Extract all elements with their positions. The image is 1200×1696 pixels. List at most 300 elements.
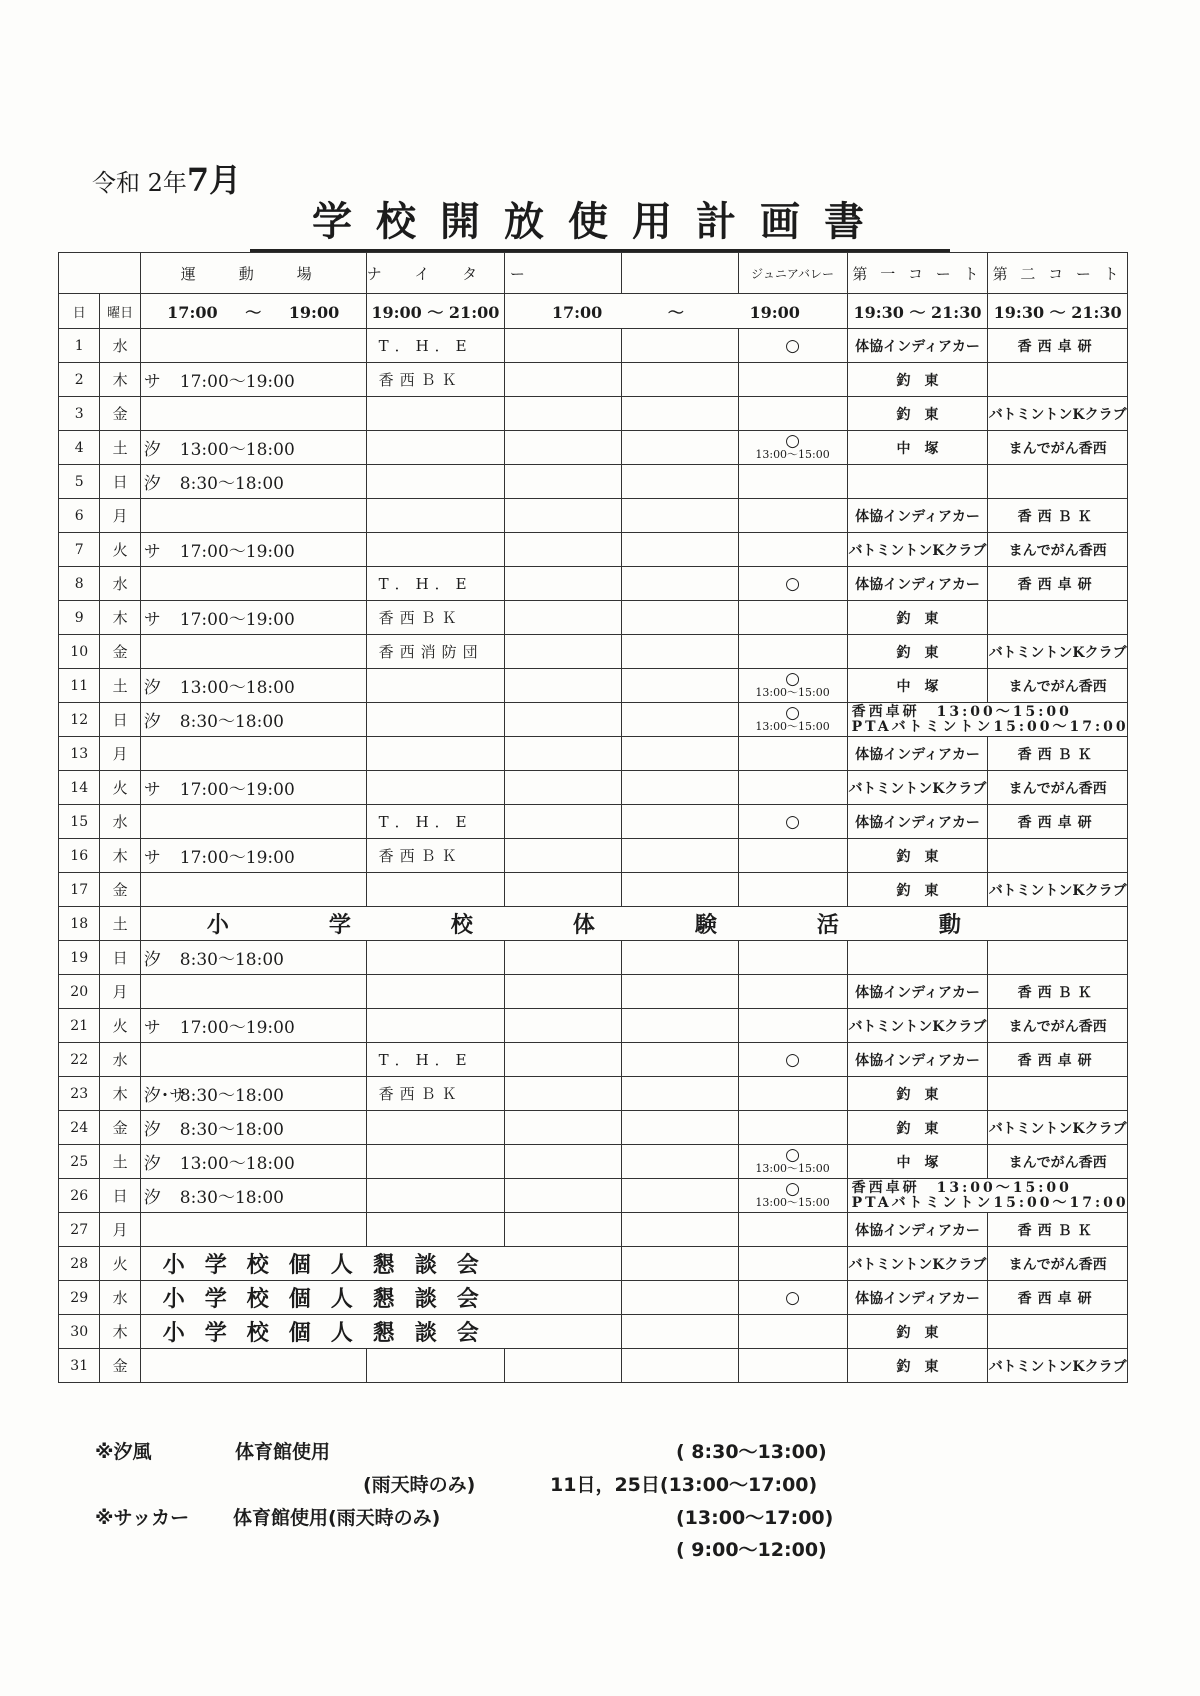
schedule-row — [59, 397, 1128, 431]
nighter-cell — [366, 1111, 505, 1145]
ground-club: 汐 — [143, 712, 161, 732]
ground-club: サ — [143, 848, 161, 868]
spare-cell-b — [621, 1145, 738, 1179]
court1-cell: 中 塚 — [847, 1145, 988, 1179]
junior-mark: ○ — [785, 668, 800, 689]
schedule-row — [59, 499, 1128, 533]
court1-cell: 体協インディアカー — [847, 737, 988, 771]
schedule-row — [59, 975, 1128, 1009]
schedule-row — [59, 363, 1128, 397]
spare-cell-b — [621, 1179, 738, 1213]
weekday-cell: 月 — [100, 499, 140, 533]
junior-mark: ○ — [785, 1178, 800, 1199]
spare-cell-b — [621, 975, 738, 1009]
weekday-cell: 日 — [100, 1179, 140, 1213]
note-rain-only: (雨天時のみ) — [363, 1474, 476, 1496]
junior-volley-cell — [738, 839, 847, 873]
court2-cell: 香西ＢＫ — [988, 1213, 1128, 1247]
spare-cell-a — [505, 1179, 622, 1213]
schedule-row — [59, 1111, 1128, 1145]
ground-cell — [140, 1077, 366, 1111]
nighter-cell — [366, 1145, 505, 1179]
event-banner: 小学校体験活動 — [140, 907, 1127, 941]
court2-cell: 香西ＢＫ — [988, 499, 1128, 533]
spare-cell-a — [505, 431, 622, 465]
header-court2: 第 二 コ ー ト — [988, 253, 1128, 294]
schedule-row — [59, 873, 1128, 907]
day-cell: 23 — [59, 1077, 100, 1111]
day-cell: 24 — [59, 1111, 100, 1145]
schedule-row — [59, 1145, 1128, 1179]
court2-cell: まんでがん香西 — [988, 533, 1128, 567]
junior-mark: ○ — [785, 1287, 800, 1308]
schedule-row — [59, 329, 1128, 363]
nighter-cell — [366, 873, 505, 907]
spare-cell-b — [621, 1009, 738, 1043]
nighter-cell: 香西ＢＫ — [366, 1077, 505, 1111]
ground-club: 汐 — [143, 678, 161, 698]
header-junior-time — [505, 294, 847, 329]
court1-cell: 釣 東 — [847, 397, 988, 431]
ground-cell — [140, 1111, 366, 1145]
junior-volley-cell — [738, 499, 847, 533]
court1-cell — [847, 465, 988, 499]
junior-mark: ○ — [785, 430, 800, 451]
court2-cell: 香西ＢＫ — [988, 737, 1128, 771]
spare-cell-a — [505, 329, 622, 363]
court-split-cell — [847, 703, 1127, 737]
court1-cell: 体協インディアカー — [847, 329, 988, 363]
junior-volley-cell — [738, 873, 847, 907]
day-cell: 22 — [59, 1043, 100, 1077]
ground-cell — [140, 737, 366, 771]
nighter-cell — [366, 941, 505, 975]
junior-volley-cell — [738, 1281, 847, 1315]
day-cell: 9 — [59, 601, 100, 635]
spare-cell-a — [505, 1111, 622, 1145]
day-cell: 4 — [59, 431, 100, 465]
day-cell: 13 — [59, 737, 100, 771]
spare-cell-a — [505, 635, 622, 669]
meeting-banner: 小学校個人懇談会 — [140, 1247, 621, 1281]
court1-cell: 体協インディアカー — [847, 1281, 988, 1315]
nighter-cell: T．H．E — [366, 1043, 505, 1077]
court2-cell: 香西卓研 — [988, 1281, 1128, 1315]
header-nighter-time: 19:00 ～ 21:00 — [366, 294, 505, 329]
ground-cell — [140, 1009, 366, 1043]
document-date — [92, 155, 241, 201]
spare-cell-a — [505, 941, 622, 975]
nighter-cell: T．H．E — [366, 567, 505, 601]
spare-cell-a — [505, 1213, 622, 1247]
ground-club: サ — [143, 610, 161, 630]
ground-cell — [140, 1043, 366, 1077]
day-cell: 28 — [59, 1247, 100, 1281]
schedule-table — [58, 252, 1128, 1383]
ground-club: サ — [143, 542, 161, 562]
weekday-cell: 火 — [100, 1247, 140, 1281]
court2-cell: 香西卓研 — [988, 567, 1128, 601]
junior-time: 13:00～15:00 — [755, 447, 830, 461]
note-shiokaze-label: ※汐風 — [95, 1441, 152, 1463]
junior-volley-cell — [738, 1315, 847, 1349]
ground-cell — [140, 1213, 366, 1247]
schedule-row — [59, 567, 1128, 601]
court-split-line-2: PTAバトミントン15:00～17:00 — [851, 1194, 1129, 1211]
court1-cell: 釣 東 — [847, 635, 988, 669]
schedule-row — [59, 1179, 1128, 1213]
ground-cell — [140, 567, 366, 601]
court1-cell: 釣 東 — [847, 839, 988, 873]
ground-end: 19:00 — [288, 302, 340, 322]
day-cell: 10 — [59, 635, 100, 669]
spare-cell-b — [621, 669, 738, 703]
note-soccer-time2: ( 9:00～12:00) — [676, 1539, 827, 1561]
ground-cell — [140, 601, 366, 635]
court1-cell: バトミントンKクラブ — [847, 1247, 988, 1281]
schedule-row — [59, 771, 1128, 805]
court-split-cell — [847, 1179, 1127, 1213]
spare-cell-a — [505, 1077, 622, 1111]
day-cell: 27 — [59, 1213, 100, 1247]
spare-cell-b — [621, 941, 738, 975]
nighter-cell: T．H．E — [366, 329, 505, 363]
weekday-cell: 木 — [100, 363, 140, 397]
junior-volley-cell — [738, 397, 847, 431]
spare-cell-b — [621, 397, 738, 431]
court1-cell: バトミントンKクラブ — [847, 1009, 988, 1043]
ground-time: 13:00～18:00 — [179, 1154, 295, 1174]
spare-cell-b — [621, 839, 738, 873]
spare-cell-a — [505, 703, 622, 737]
junior-start: 17:00 — [551, 302, 603, 322]
nighter-cell — [366, 1349, 505, 1383]
nighter-cell: 香西ＢＫ — [366, 839, 505, 873]
spare-cell-b — [621, 873, 738, 907]
court2-cell: まんでがん香西 — [988, 669, 1128, 703]
spare-cell-a — [505, 771, 622, 805]
spare-cell-a — [505, 805, 622, 839]
junior-volley-cell — [738, 1043, 847, 1077]
spare-cell-a — [505, 567, 622, 601]
day-cell: 8 — [59, 567, 100, 601]
note-soccer-time1: (13:00～17:00) — [676, 1507, 834, 1529]
spare-cell-b — [621, 1349, 738, 1383]
weekday-cell: 木 — [100, 601, 140, 635]
ground-club: 汐 — [143, 950, 161, 970]
junior-volley-cell — [738, 1111, 847, 1145]
ground-time: 17:00～19:00 — [179, 1018, 295, 1038]
court2-cell: バトミントンKクラブ — [988, 1111, 1128, 1145]
spare-cell-b — [621, 805, 738, 839]
spare-cell-a — [505, 1349, 622, 1383]
junior-end: 19:00 — [749, 302, 800, 322]
schedule-row — [59, 1247, 1128, 1281]
court1-cell: 体協インディアカー — [847, 1213, 988, 1247]
court2-cell: バトミントンKクラブ — [988, 873, 1128, 907]
junior-volley-cell — [738, 635, 847, 669]
ground-time: 13:00～18:00 — [179, 678, 295, 698]
ground-cell — [140, 363, 366, 397]
court-split-line-1: 香西卓研 13:00～15:00 — [851, 1179, 1072, 1196]
ground-cell — [140, 703, 366, 737]
court2-cell: 香西卓研 — [988, 805, 1128, 839]
court2-cell — [988, 465, 1128, 499]
spare-cell-b — [621, 1111, 738, 1145]
ground-cell — [140, 771, 366, 805]
note-soccer-use: 体育館使用(雨天時のみ) — [233, 1507, 441, 1529]
spare-cell-b — [621, 1281, 738, 1315]
ground-start: 17:00 — [167, 302, 218, 322]
nighter-cell — [366, 771, 505, 805]
schedule-row — [59, 1077, 1128, 1111]
nighter-cell — [366, 533, 505, 567]
spare-cell-b — [621, 567, 738, 601]
court2-cell: まんでがん香西 — [988, 771, 1128, 805]
court2-cell: まんでがん香西 — [988, 1009, 1128, 1043]
spare-cell-a — [505, 737, 622, 771]
court1-cell: 体協インディアカー — [847, 1043, 988, 1077]
court1-cell: 中 塚 — [847, 431, 988, 465]
court2-cell: まんでがん香西 — [988, 1247, 1128, 1281]
court1-cell: バトミントンKクラブ — [847, 533, 988, 567]
spare-cell-b — [621, 465, 738, 499]
schedule-row — [59, 1349, 1128, 1383]
day-cell: 25 — [59, 1145, 100, 1179]
nighter-cell: 香西消防団 — [366, 635, 505, 669]
weekday-cell: 水 — [100, 1281, 140, 1315]
ground-club: サ — [143, 780, 161, 800]
spare-cell-a — [505, 1043, 622, 1077]
day-cell: 30 — [59, 1315, 100, 1349]
weekday-cell: 木 — [100, 1077, 140, 1111]
day-cell: 11 — [59, 669, 100, 703]
ground-time: 17:00～19:00 — [179, 780, 295, 800]
schedule-row — [59, 669, 1128, 703]
court-split-line-1: 香西卓研 13:00～15:00 — [851, 703, 1072, 720]
spare-cell-b — [621, 601, 738, 635]
day-cell: 16 — [59, 839, 100, 873]
court2-cell: バトミントンKクラブ — [988, 1349, 1128, 1383]
nighter-cell — [366, 465, 505, 499]
junior-time: 13:00～15:00 — [755, 685, 830, 699]
junior-volley-cell — [738, 1179, 847, 1213]
court2-cell: まんでがん香西 — [988, 1145, 1128, 1179]
court1-cell: 釣 東 — [847, 601, 988, 635]
junior-time: 13:00～15:00 — [755, 1161, 830, 1175]
court2-cell — [988, 1315, 1128, 1349]
junior-volley-cell — [738, 329, 847, 363]
court2-cell: まんでがん香西 — [988, 431, 1128, 465]
spare-cell-b — [621, 431, 738, 465]
weekday-cell: 金 — [100, 1111, 140, 1145]
ground-time: 8:30～18:00 — [179, 950, 284, 970]
weekday-cell: 金 — [100, 635, 140, 669]
spare-cell-b — [621, 1077, 738, 1111]
schedule-row — [59, 805, 1128, 839]
ground-cell — [140, 1179, 366, 1213]
ground-time: 17:00～19:00 — [179, 542, 295, 562]
spare-cell-a — [505, 669, 622, 703]
court1-cell: 体協インディアカー — [847, 805, 988, 839]
schedule-row — [59, 465, 1128, 499]
ground-cell — [140, 533, 366, 567]
weekday-cell: 土 — [100, 1145, 140, 1179]
ground-cell — [140, 941, 366, 975]
day-cell: 1 — [59, 329, 100, 363]
nighter-cell: T．H．E — [366, 805, 505, 839]
ground-time: 8:30～18:00 — [179, 1188, 284, 1208]
court1-cell: 中 塚 — [847, 669, 988, 703]
spare-cell-a — [505, 873, 622, 907]
ground-cell — [140, 1349, 366, 1383]
nighter-cell — [366, 1213, 505, 1247]
ground-cell — [140, 669, 366, 703]
spare-cell-b — [621, 1213, 738, 1247]
court2-cell: 香西卓研 — [988, 1043, 1128, 1077]
spare-cell-b — [621, 737, 738, 771]
header-blank-b — [621, 253, 738, 294]
ground-club: サ — [143, 1018, 161, 1038]
ground-cell — [140, 465, 366, 499]
note-soccer-label: ※サッカー — [95, 1507, 190, 1529]
ground-time: 17:00～19:00 — [179, 372, 295, 392]
court2-cell — [988, 601, 1128, 635]
junior-time: 13:00～15:00 — [755, 719, 830, 733]
court1-cell: 釣 東 — [847, 1111, 988, 1145]
schedule-row — [59, 907, 1128, 941]
junior-volley-cell — [738, 1077, 847, 1111]
month: 7月 — [186, 161, 242, 199]
weekday-cell: 月 — [100, 737, 140, 771]
court2-cell — [988, 1077, 1128, 1111]
schedule-row — [59, 1315, 1128, 1349]
nighter-cell — [366, 1179, 505, 1213]
weekday-cell: 金 — [100, 397, 140, 431]
weekday-cell: 月 — [100, 975, 140, 1009]
weekday-cell: 水 — [100, 805, 140, 839]
schedule-row — [59, 533, 1128, 567]
spare-cell-b — [621, 499, 738, 533]
ground-cell — [140, 805, 366, 839]
day-cell: 14 — [59, 771, 100, 805]
header-junior-volley: ジュニアバレー — [738, 253, 847, 294]
nighter-cell — [366, 499, 505, 533]
day-cell: 19 — [59, 941, 100, 975]
junior-volley-cell — [738, 941, 847, 975]
junior-volley-cell — [738, 1349, 847, 1383]
spare-cell-b — [621, 329, 738, 363]
ground-time: 8:30～18:00 — [179, 1120, 284, 1140]
junior-volley-cell — [738, 465, 847, 499]
ground-time: 17:00～19:00 — [179, 848, 295, 868]
junior-volley-cell — [738, 601, 847, 635]
weekday-cell: 日 — [100, 941, 140, 975]
weekday-cell: 火 — [100, 533, 140, 567]
nighter-cell — [366, 703, 505, 737]
schedule-row — [59, 839, 1128, 873]
court2-cell: バトミントンKクラブ — [988, 635, 1128, 669]
ground-club: 汐 — [143, 1120, 161, 1140]
header-court1: 第 一 コ ー ト — [847, 253, 988, 294]
ground-cell — [140, 1145, 366, 1179]
spare-cell-a — [505, 1145, 622, 1179]
nighter-cell — [366, 975, 505, 1009]
ground-club: 汐･サ — [143, 1086, 187, 1106]
schedule-row — [59, 431, 1128, 465]
note-shiokaze-time: ( 8:30～13:00) — [676, 1441, 827, 1463]
junior-volley-cell — [738, 737, 847, 771]
weekday-cell: 火 — [100, 1009, 140, 1043]
header-weekday: 曜日 — [100, 294, 140, 329]
ground-time: 8:30～18:00 — [179, 712, 284, 732]
junior-mark: ○ — [785, 811, 800, 832]
ground-club: 汐 — [143, 474, 161, 494]
header-nighter: ナ イ タ ー — [366, 253, 505, 294]
junior-volley-cell — [738, 805, 847, 839]
day-cell: 6 — [59, 499, 100, 533]
junior-sep: ～ — [667, 302, 684, 322]
day-cell: 17 — [59, 873, 100, 907]
meeting-banner: 小学校個人懇談会 — [140, 1281, 621, 1315]
spare-cell-b — [621, 703, 738, 737]
nighter-cell — [366, 669, 505, 703]
schedule-row — [59, 1043, 1128, 1077]
court1-cell: 体協インディアカー — [847, 567, 988, 601]
day-cell: 31 — [59, 1349, 100, 1383]
spare-cell-b — [621, 1315, 738, 1349]
junior-volley-cell — [738, 533, 847, 567]
schedule-row — [59, 1281, 1128, 1315]
nighter-cell — [366, 737, 505, 771]
junior-mark: ○ — [785, 573, 800, 594]
court1-cell: 釣 東 — [847, 1349, 988, 1383]
meeting-banner: 小学校個人懇談会 — [140, 1315, 621, 1349]
junior-volley-cell — [738, 703, 847, 737]
junior-volley-cell — [738, 669, 847, 703]
header-ground: 運 動 場 — [140, 253, 366, 294]
weekday-cell: 金 — [100, 1349, 140, 1383]
day-cell: 7 — [59, 533, 100, 567]
ground-time: 17:00～19:00 — [179, 610, 295, 630]
ground-club: サ — [143, 372, 161, 392]
spare-cell-a — [505, 397, 622, 431]
junior-volley-cell — [738, 1213, 847, 1247]
junior-mark: ○ — [785, 1049, 800, 1070]
court1-cell: 体協インディアカー — [847, 499, 988, 533]
junior-volley-cell — [738, 975, 847, 1009]
spare-cell-b — [621, 363, 738, 397]
time-header-row — [59, 294, 1128, 329]
spare-cell-a — [505, 975, 622, 1009]
court2-cell: バトミントンKクラブ — [988, 397, 1128, 431]
day-cell: 21 — [59, 1009, 100, 1043]
schedule-row — [59, 941, 1128, 975]
header-blank — [59, 253, 141, 294]
ground-cell — [140, 975, 366, 1009]
junior-volley-cell — [738, 431, 847, 465]
day-cell: 29 — [59, 1281, 100, 1315]
junior-volley-cell — [738, 1145, 847, 1179]
spare-cell-b — [621, 1043, 738, 1077]
ground-cell — [140, 635, 366, 669]
weekday-cell: 月 — [100, 1213, 140, 1247]
header-court1-time: 19:30 ～ 21:30 — [847, 294, 988, 329]
schedule-row — [59, 601, 1128, 635]
weekday-cell: 日 — [100, 465, 140, 499]
ground-sep: ～ — [245, 302, 262, 322]
junior-mark: ○ — [785, 335, 800, 356]
